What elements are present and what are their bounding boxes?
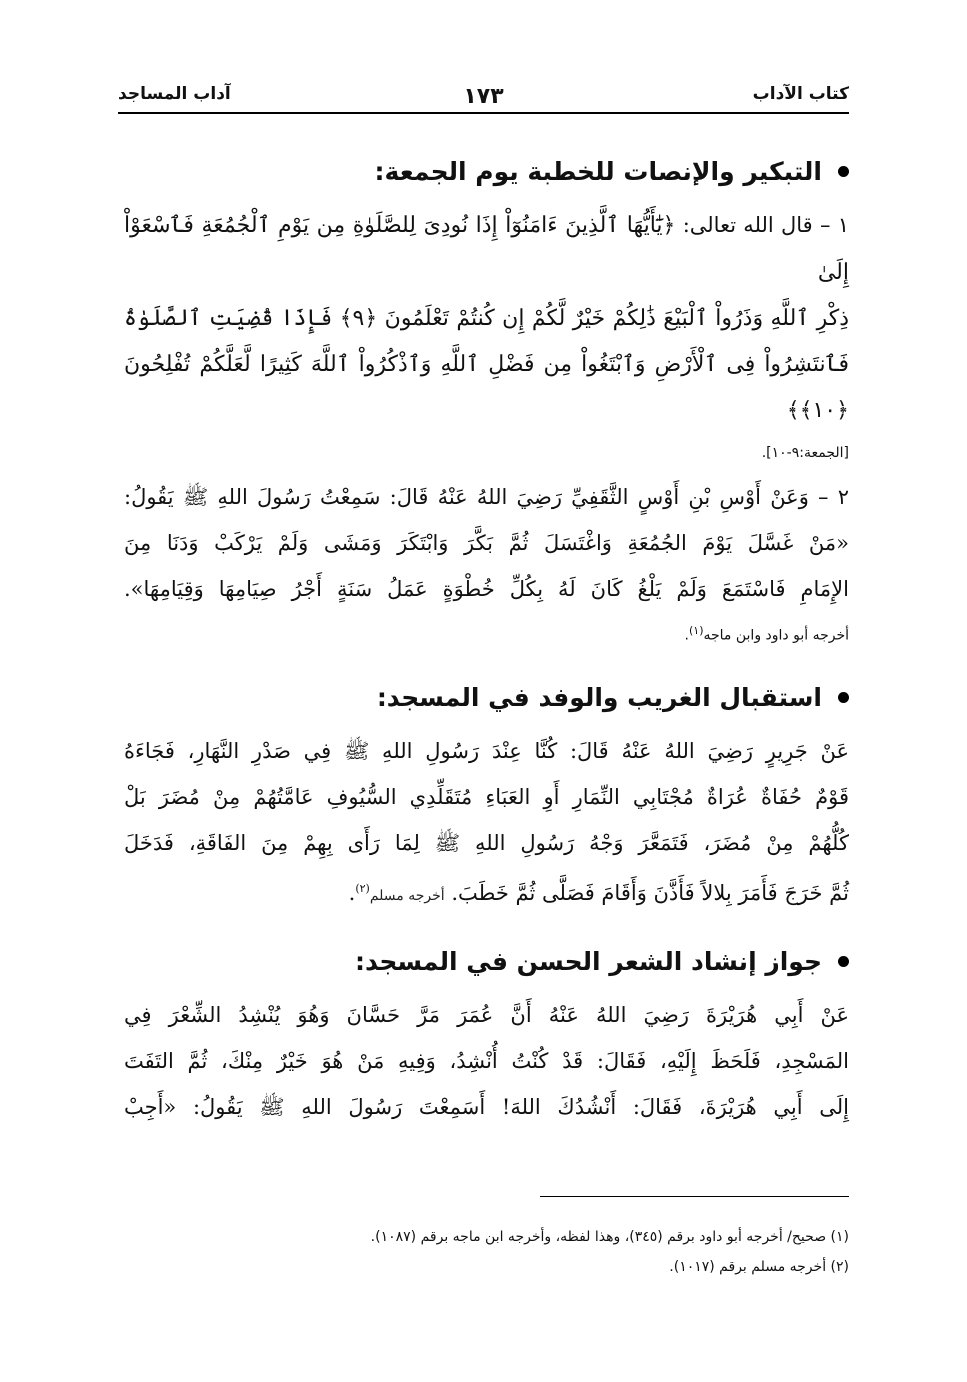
page-content xyxy=(124,140,849,1130)
section-heading-poetry: جواز إنشاد الشعر الحسن في المسجد: xyxy=(124,930,849,992)
hadith-line: قَوْمٌ حُفَاةٌ عُرَاةٌ مُجْتَابِي النِّمَارِ أَوِ العَبَاءِ مُتَقَلِّدِي السُّيُوفِ عَامَّتُهُمْ مِنْ مُضَرَ بَلْ xyxy=(124,785,849,809)
verse-citation: [الجمعة:٩-١٠]. xyxy=(761,445,849,461)
header-chapter-title: آداب المساجد xyxy=(118,84,231,104)
hadith-source: أخرجه مسلم xyxy=(369,888,445,904)
verse-intro: قال الله تعالى: xyxy=(682,213,813,237)
verse-line: ﴿يَٰٓأَيُّهَا ٱلَّذِينَ ءَامَنُوٓاْ إِذَا نُودِىَ لِلصَّلَوٰةِ مِن يَوْمِ ٱلْجُمُعَةِ فَٱسْعَوْاْ إِلَىٰ xyxy=(124,213,849,285)
section-heading-guests: استقبال الغريب والوفد في المسجد: xyxy=(124,666,849,728)
hadith-line: ثُمَّ خَرَجَ فَأَمَرَ بِلالاً فَأَذَّنَ وَأَقَامَ فَصَلَّى ثُمَّ خَطَبَ. أخرجه مسلم$^{(٢)}$. xyxy=(348,881,849,905)
item-number: ١ – xyxy=(819,213,850,237)
footnote-divider xyxy=(540,1196,849,1197)
quran-verse-paragraph xyxy=(124,202,849,296)
footnote-1: (١) صحيح/ أخرجه أبو داود برقم (٣٤٥)، وهذا لفظه، وأخرجه ابن ماجه برقم (١٠٨٧). xyxy=(370,1229,849,1245)
footnote-2: (٢) أخرجه مسلم برقم (١٠١٧). xyxy=(669,1259,849,1275)
hadith-line: وَعَنْ أَوْسِ بْنِ أَوْسٍ الثَّقَفِيِّ رَضِيَ اللهُ عَنْهُ قَالَ: سَمِعْتُ رَسُولَ اللهِ ﷺ يَقُولُ: xyxy=(124,485,809,509)
footnote-marker: (٢) xyxy=(355,882,370,895)
hadith-line: المَسْجِدِ، فَلَحَظَ إِلَيْهِ، فَقَالَ: قَدْ كُنْتُ أُنْشِدُ، وَفِيهِ مَنْ هُوَ خَيْرٌ مِنْكَ، ثُمَّ التَفَتَ xyxy=(124,1049,849,1073)
hadith-line: كُلُّهُمْ مِنْ مُضَرَ، فَتَمَعَّرَ وَجْهُ رَسُولِ اللهِ ﷺ لِمَا رَأَى بِهِمْ مِنَ الفَاقَةِ، فَدَخَلَ xyxy=(124,831,849,855)
running-header xyxy=(118,84,849,114)
verse-line: ذِكْرِ ٱللَّهِ وَذَرُواْ ٱلْبَيْعَ ذَٰلِكُمْ خَيْرٌ لَّكُمْ إِن كُنتُمْ تَعْلَمُونَ ﴿٩﴾ فَإِذَا قُضِيَتِ ٱلصَّلَوٰةُ xyxy=(124,306,849,331)
hadith-line: عَنْ جَرِيرٍ رَضِيَ اللهُ عَنْهُ قَالَ: كُنَّا عِنْدَ رَسُولِ اللهِ ﷺ فِي صَدْرِ النَّهَارِ، فَجَاءَهُ xyxy=(124,739,849,763)
bullet-icon xyxy=(838,166,849,177)
hadith-source: أخرجه أبو داود وابن ماجه$^{(١)}$. xyxy=(684,624,849,644)
item-number: ٢ – xyxy=(818,485,849,509)
bullet-icon xyxy=(838,956,849,967)
verse-line: فَٱنتَشِرُواْ فِى ٱلْأَرْضِ وَٱبْتَغُواْ مِن فَضْلِ ٱللَّهِ وَٱذْكُرُواْ ٱللَّهَ كَثِيرًا لَّعَلَّكُمْ تُفْلِحُونَ ﴿١٠﴾﴾ xyxy=(124,352,849,423)
section-heading-friday: التبكير والإنصات للخطبة يوم الجمعة: xyxy=(124,140,849,202)
hadith-line: الإِمَامِ فَاسْتَمَعَ وَلَمْ يَلْغُ كَانَ لَهُ بِكُلِّ خُطْوَةٍ عَمَلُ سَنَةٍ أَجْرُ صِيَامِهَا وَقِيَامِهَا». xyxy=(124,577,849,601)
hadith-paragraph xyxy=(124,474,849,520)
footnotes xyxy=(124,1222,849,1282)
page-number: ١٧٣ xyxy=(463,84,504,109)
header-divider xyxy=(118,112,849,114)
footnote-marker: (١) xyxy=(688,624,704,637)
hadith-line: إِلَى أَبِي هُرَيْرَةَ، فَقَالَ: أَنْشُدُكَ اللهَ! أَسَمِعْتَ رَسُولَ اللهِ ﷺ يَقُولُ: «أَجِبْ xyxy=(124,1095,849,1119)
hadith-line: «مَنْ غَسَّلَ يَوْمَ الجُمُعَةِ وَاغْتَسَلَ ثُمَّ بَكَّرَ وَابْتَكَرَ وَمَشَى وَلَمْ يَرْكَبْ وَدَنَا مِنَ xyxy=(124,531,849,555)
bullet-icon xyxy=(838,692,849,703)
header-book-title: كتاب الآداب xyxy=(752,84,849,104)
hadith-line: عَنْ أَبِي هُرَيْرَةَ رَضِيَ اللهُ عَنْهُ أَنَّ عُمَرَ مَرَّ حَسَّانَ وَهُوَ يُنْشِدُ الشِّعْرَ فِي xyxy=(124,1003,849,1027)
